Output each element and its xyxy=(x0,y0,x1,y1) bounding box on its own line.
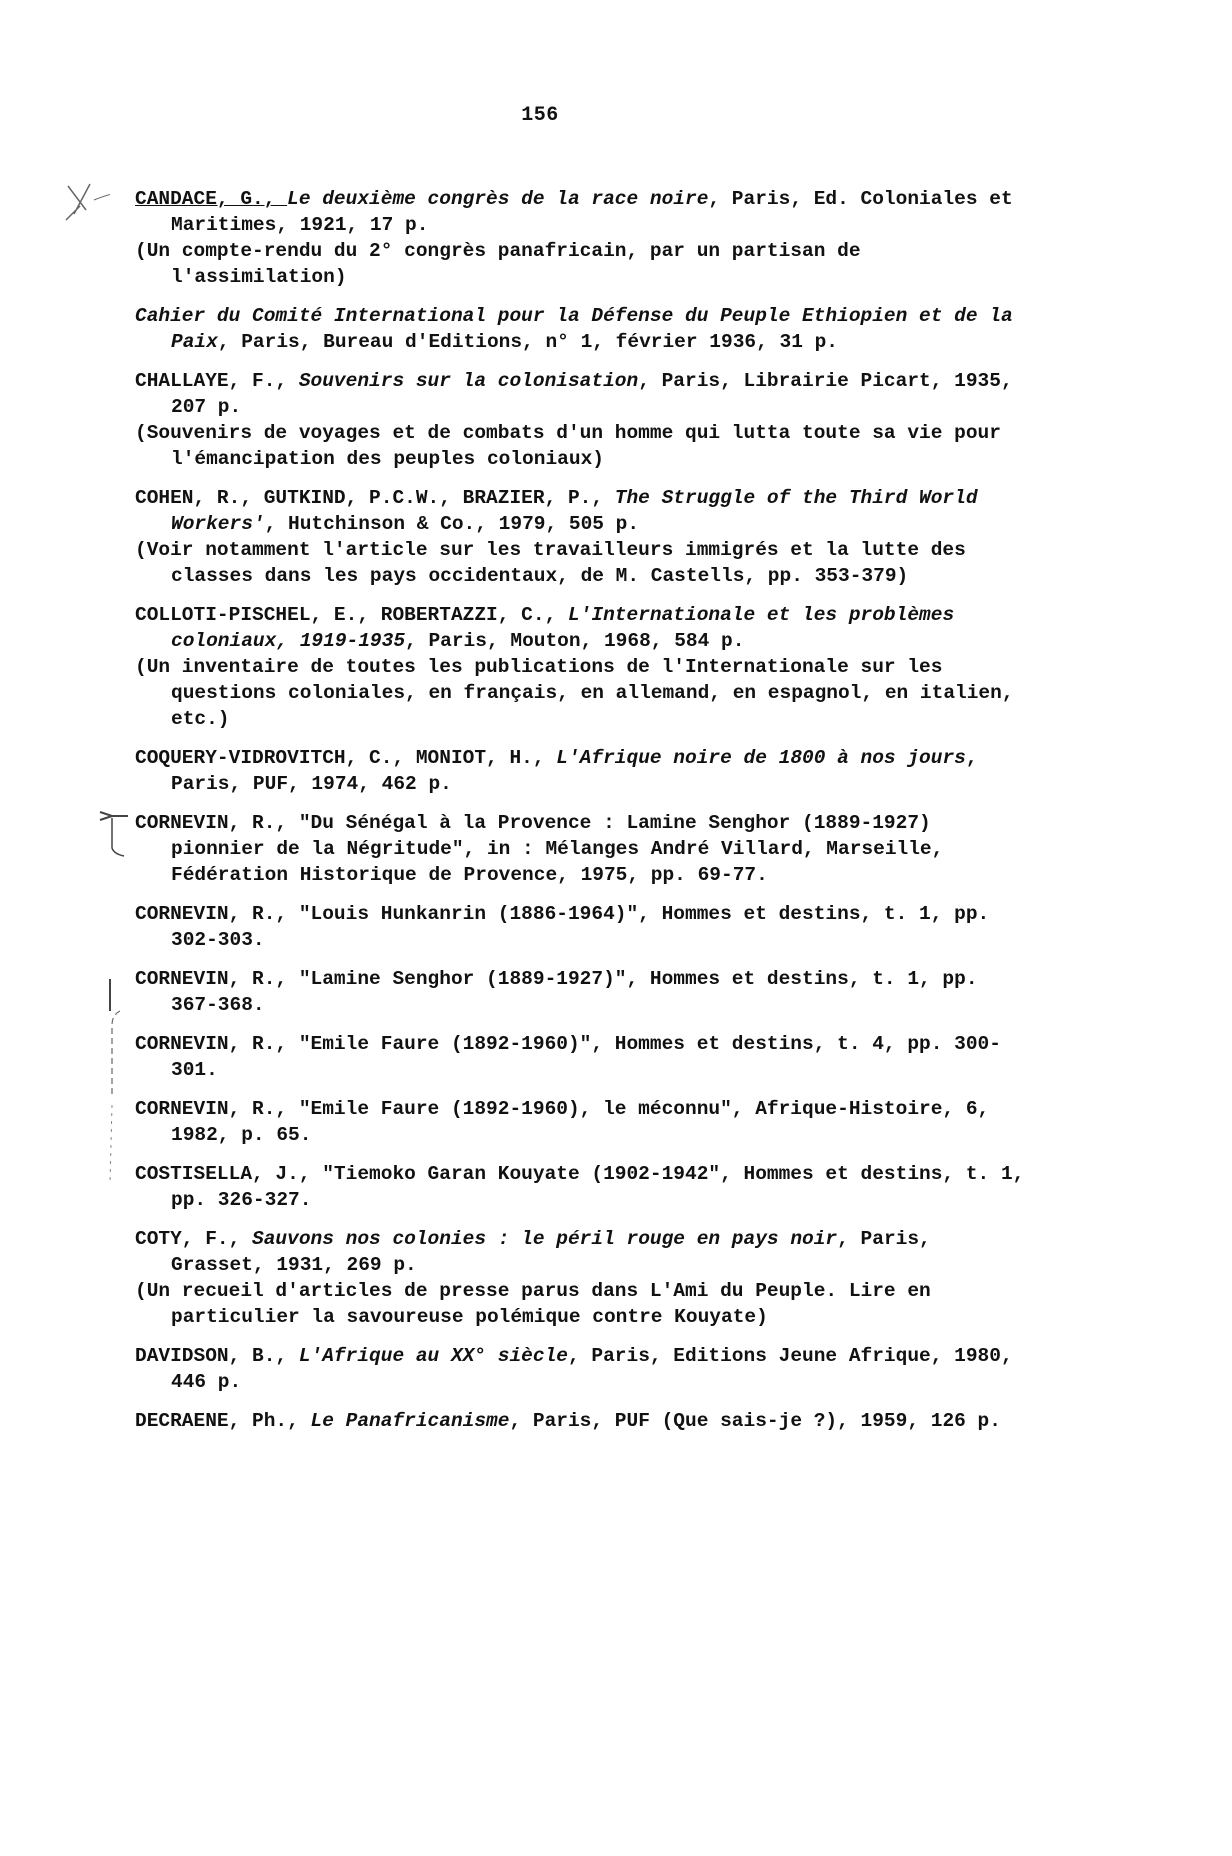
entry-title: L'Afrique au XX° siècle xyxy=(298,1345,568,1367)
entry-publication-details: "Emile Faure (1892-1960), le méconnu", Afrique-Histoire, 6, 1982, p. 65. xyxy=(171,1098,990,1146)
entry-author: COSTISELLA, J., xyxy=(135,1163,323,1185)
handwritten-cross-mark-icon xyxy=(60,180,110,230)
entry-author: DAVIDSON, B., xyxy=(135,1345,299,1367)
bibliography-entry xyxy=(135,1343,1035,1395)
bibliography-list xyxy=(135,186,1035,1447)
entry-author: CORNEVIN, R., xyxy=(135,903,299,925)
entry-publication-details: "Du Sénégal à la Provence : Lamine Senghor (1889-1927) pionnier de la Négritude", in : Mélanges André Villard, Marseille, Fédération Historique de Provence, 1975, pp. 69-77. xyxy=(171,812,944,886)
entry-publication-details: , Paris, Grasset, 1931, 269 p. xyxy=(171,1228,931,1276)
entry-author: CORNEVIN, R., xyxy=(135,1033,299,1055)
entry-author: CHALLAYE, F., xyxy=(135,370,299,392)
entry-author: COTY, F., xyxy=(135,1228,253,1250)
bibliography-entry xyxy=(135,602,1035,732)
entry-title: Le Panafricanisme xyxy=(310,1410,510,1432)
entry-publication-details: , Paris, PUF (Que sais-je ?), 1959, 126 p. xyxy=(509,1410,1001,1432)
bibliography-entry xyxy=(135,745,1035,797)
entry-publication-details: "Tiemoko Garan Kouyate (1902-1942", Hommes et destins, t. 1, pp. 326-327. xyxy=(171,1163,1025,1211)
entry-author: CORNEVIN, R., xyxy=(135,1098,299,1120)
handwritten-margin-bar-icon xyxy=(104,975,126,1185)
entry-author: COQUERY-VIDROVITCH, C., MONIOT, H., xyxy=(135,747,557,769)
entry-publication-details: , Paris, Ed. Coloniales et Maritimes, 1921, 17 p. xyxy=(171,188,1013,236)
bibliography-entry xyxy=(135,1031,1035,1083)
entry-note: (Un recueil d'articles de presse parus dans L'Ami du Peuple. Lire en particulier la savoureuse polémique contre Kouyate) xyxy=(135,1280,931,1328)
bibliography-entry xyxy=(135,901,1035,953)
entry-publication-details: , Paris, Bureau d'Editions, n° 1, février 1936, 31 p. xyxy=(217,331,839,353)
entry-title: L'Internationale et les problèmes coloniaux, 1919-1935 xyxy=(171,604,955,652)
entry-publication-details: "Louis Hunkanrin (1886-1964)", Hommes et destins, t. 1, pp. 302-303. xyxy=(171,903,990,951)
entry-publication-details: "Emile Faure (1892-1960)", Hommes et destins, t. 4, pp. 300-301. xyxy=(171,1033,1001,1081)
entry-title: L'Afrique noire de 1800 à nos jours xyxy=(556,747,966,769)
bibliography-entry xyxy=(135,1161,1035,1213)
handwritten-arrow-mark-icon xyxy=(98,806,138,858)
entry-publication-details: , Paris, PUF, 1974, 462 p. xyxy=(171,747,978,795)
entry-publication-details: "Lamine Senghor (1889-1927)", Hommes et destins, t. 1, pp. 367-368. xyxy=(171,968,978,1016)
entry-author: CORNEVIN, R., xyxy=(135,968,299,990)
entry-author: DECRAENE, Ph., xyxy=(135,1410,311,1432)
bibliography-entry xyxy=(135,1226,1035,1330)
bibliography-entry xyxy=(135,1408,1035,1434)
entry-author: CANDACE, G., xyxy=(135,188,288,210)
bibliography-entry xyxy=(135,1096,1035,1148)
bibliography-entry xyxy=(135,186,1035,290)
entry-note: (Un inventaire de toutes les publications de l'Internationale sur les questions coloniales, en français, en allemand, en espagnol, en italien, etc.) xyxy=(135,656,1014,730)
entry-title: Sauvons nos colonies : le péril rouge en pays noir xyxy=(252,1228,838,1250)
entry-title: The Struggle of the Third World Workers' xyxy=(171,487,978,535)
bibliography-entry xyxy=(135,966,1035,1018)
entry-author: COHEN, R., GUTKIND, P.C.W., BRAZIER, P., xyxy=(135,487,615,509)
entry-author: COLLOTI-PISCHEL, E., ROBERTAZZI, C., xyxy=(135,604,568,626)
bibliography-entry xyxy=(135,303,1035,355)
entry-publication-details: , Paris, Mouton, 1968, 584 p. xyxy=(405,630,745,652)
page-number: 156 xyxy=(521,104,559,127)
entry-note: (Souvenirs de voyages et de combats d'un homme qui lutta toute sa vie pour l'émancipation des peuples coloniaux) xyxy=(135,422,1001,470)
bibliography-entry xyxy=(135,368,1035,472)
entry-note: (Un compte-rendu du 2° congrès panafricain, par un partisan de l'assimilation) xyxy=(135,240,861,288)
entry-note: (Voir notamment l'article sur les travailleurs immigrés et la lutte des classes dans les pays occidentaux, de M. Castells, pp. 353-379) xyxy=(135,539,966,587)
entry-title: Le deuxième congrès de la race noire xyxy=(287,188,709,210)
entry-publication-details: , Hutchinson & Co., 1979, 505 p. xyxy=(264,513,640,535)
bibliography-entry xyxy=(135,485,1035,589)
entry-author: CORNEVIN, R., xyxy=(135,812,299,834)
entry-title: Cahier du Comité International pour la Défense du Peuple Ethiopien et de la Paix xyxy=(135,305,1013,353)
entry-publication-details: , Paris, Editions Jeune Afrique, 1980, 446 p. xyxy=(171,1345,1013,1393)
bibliography-entry xyxy=(135,810,1035,888)
entry-title: Souvenirs sur la colonisation xyxy=(298,370,639,392)
entry-publication-details: , Paris, Librairie Picart, 1935, 207 p. xyxy=(171,370,1013,418)
